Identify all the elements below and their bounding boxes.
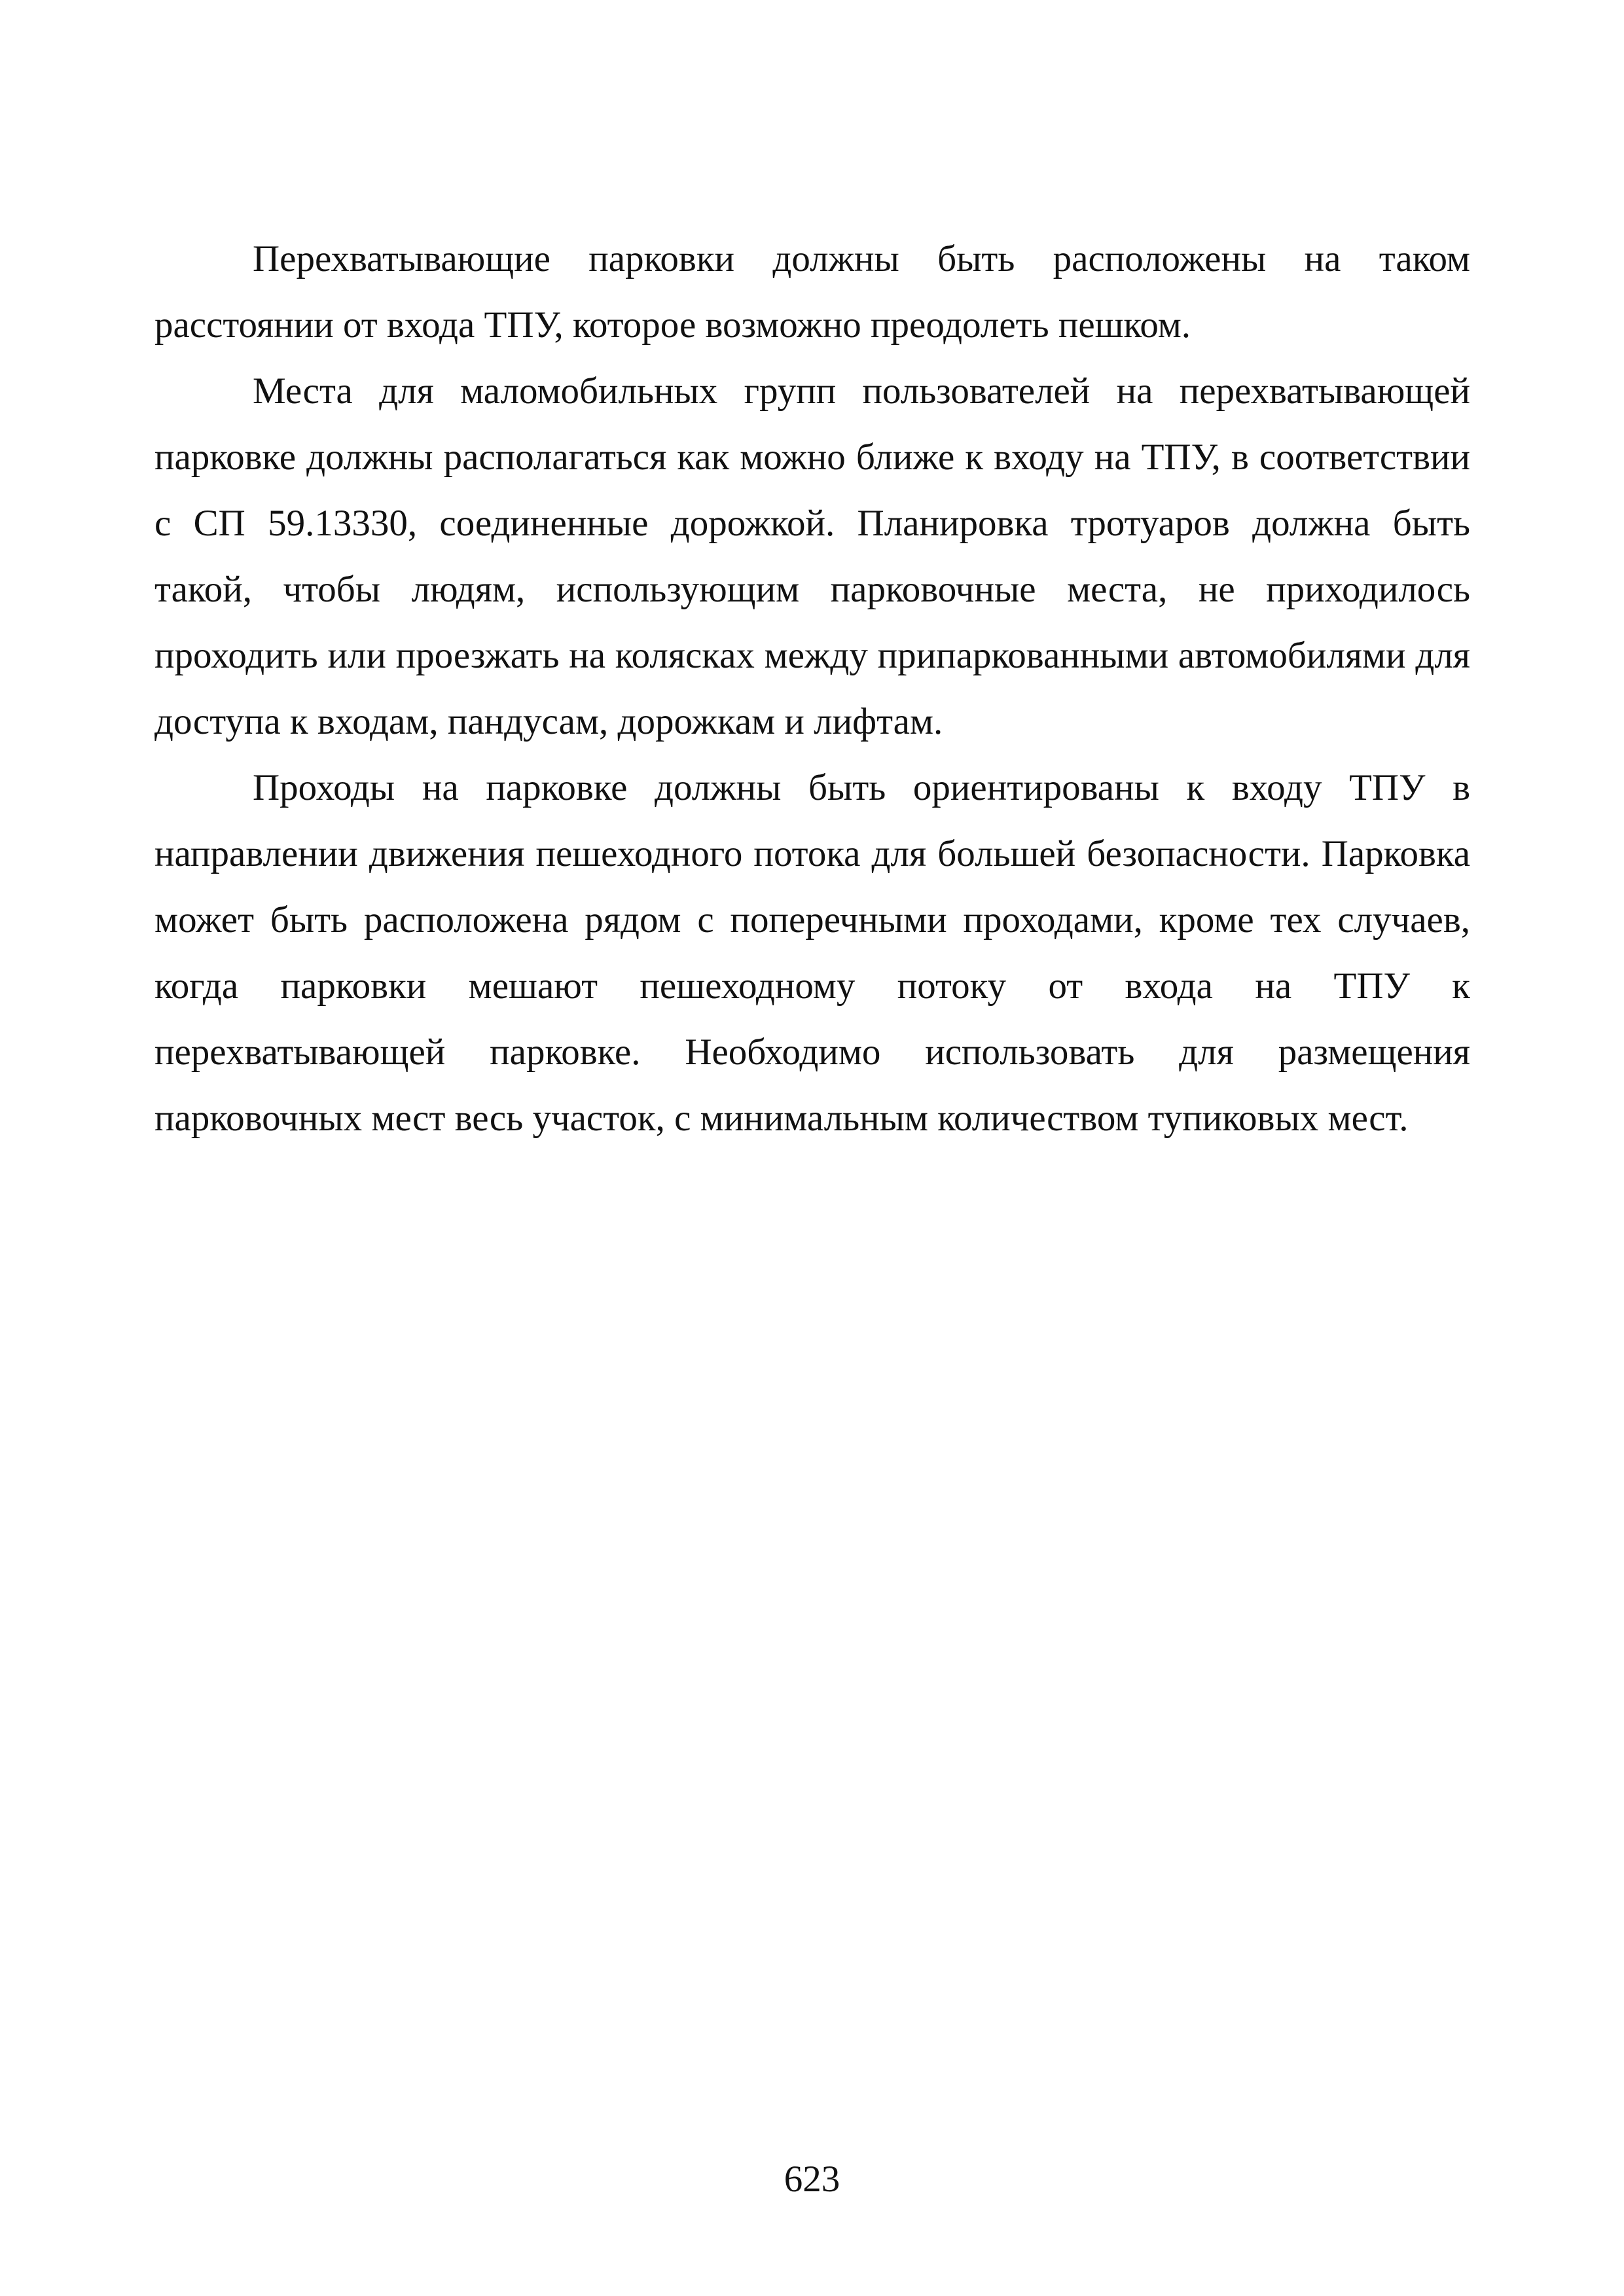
- body-text: [154, 226, 1470, 1151]
- page-number: 623: [784, 2159, 840, 2200]
- paragraph-1: Перехватывающие парковки должны быть расположены на таком расстоянии от входа ТПУ, которое возможно преодолеть пешком.: [154, 238, 1470, 346]
- paragraph-3: Проходы на парковке должны быть ориентированы к входу ТПУ в направлении движения пешеходного потока для большей безопасности. Парковка может быть расположена рядом с поперечными проходами, кроме тех случаев, когда парковки мешают пешеходному потоку от входа на ТПУ к перехватывающей парковке. Необходимо использовать для размещения парковочных мест весь участок, с минимальным количеством тупиковых мест.: [154, 767, 1470, 1139]
- paragraph-2: Места для маломобильных групп пользователей на перехватывающей парковке должны располагаться как можно ближе к входу на ТПУ, в соответствии с СП 59.13330, соединенные дорожкой. Планировка тротуаров должна быть такой, чтобы людям, использующим парковочные места, не приходилось проходить или проезжать на колясках между припаркованными автомобилями для доступа к входам, пандусам, дорожкам и лифтам.: [154, 370, 1470, 742]
